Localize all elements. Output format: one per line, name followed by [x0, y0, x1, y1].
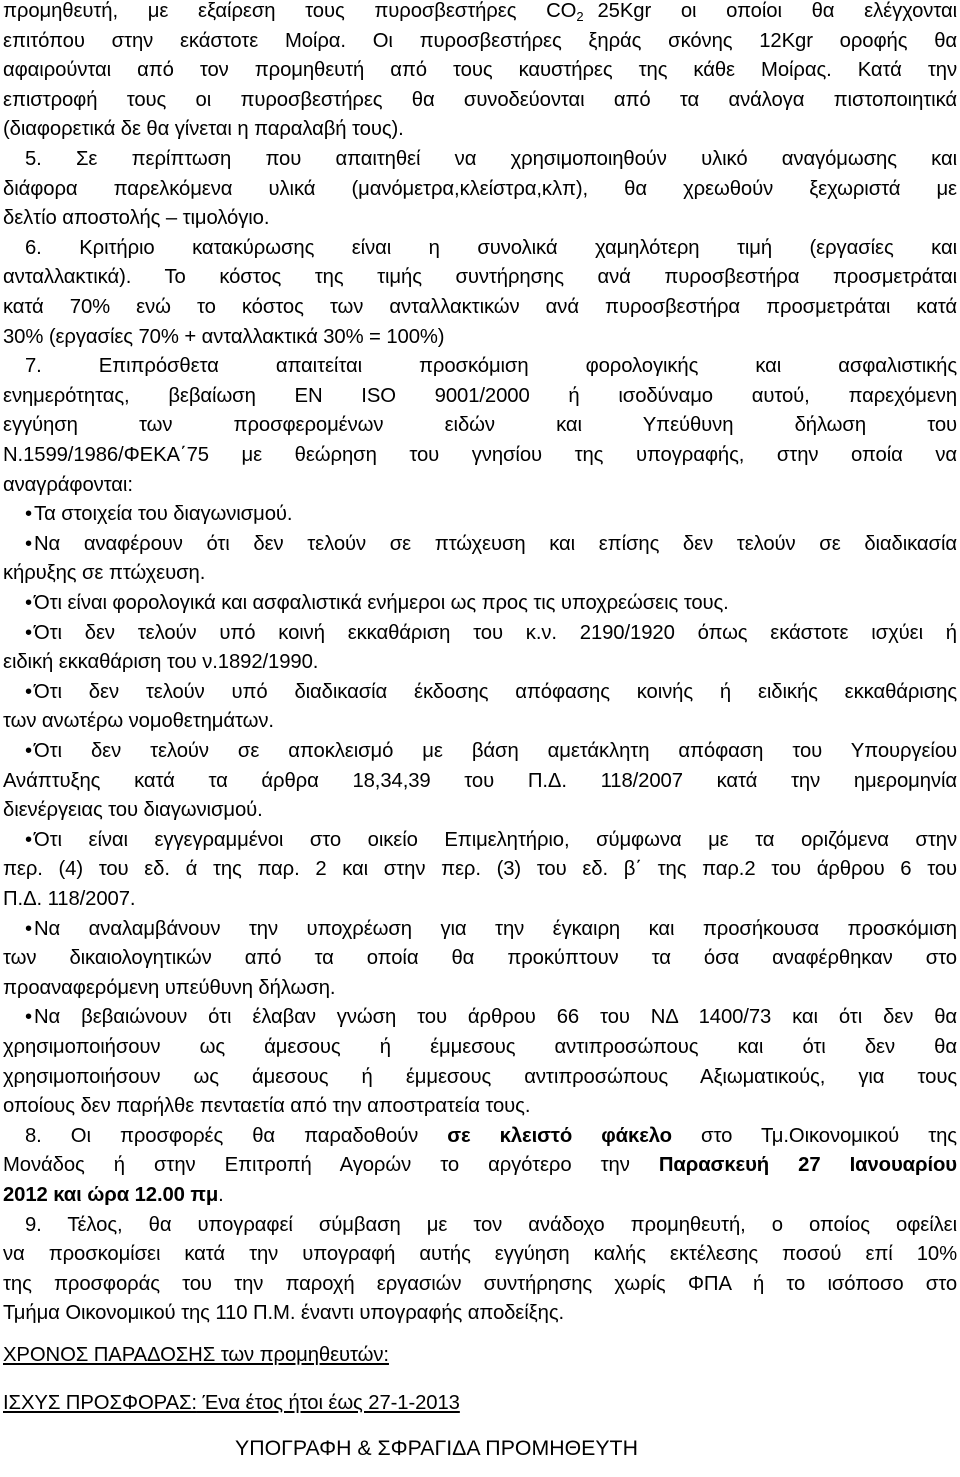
text-line: ανταλλακτικά). Το κόστος της τιμής συντήρησης ανά πυροσβεστήρα προσμετράται — [3, 266, 957, 289]
offer-validity — [3, 1389, 957, 1418]
text-line: ενημερότητας, βεβαίωση EN ISO 9001/2000 ή ισοδύναμο αυτού, παρεχόμενη — [3, 384, 957, 407]
bullet-icon: • — [25, 532, 33, 555]
co2-subscript: 2 — [576, 9, 584, 24]
bullet-icon: • — [25, 592, 33, 614]
signature-line: ΥΠΟΓΡΑΦΗ & ΣΦΡΑΓΙΔΑ ΠΡΟΜΗΘΕΥΤΗ — [235, 1436, 638, 1460]
text-line: οποίους δεν παρήλθε πενταετία από την αποστρατεία τους. — [3, 1095, 531, 1118]
text-line: αναγράφονται: — [3, 473, 133, 496]
text-line: Ν.1599/1986/ΦΕΚΑ΄75 με θεώρηση του γνησίου της υπογραφής, στην οποία να — [3, 444, 957, 466]
delivery-time-heading: ΧΡΟΝΟΣ ΠΑΡΑΔΟΣΗΣ των προμηθευτών: — [3, 1344, 389, 1366]
text-line: της προσφοράς του την παροχή εργασιών συντήρησης χωρίς ΦΠΑ ή το ισόποσο στο — [3, 1272, 957, 1295]
text-line: εγγύηση των προσφερομένων ειδών και Υπεύθυνη δήλωση του — [3, 414, 957, 437]
item-5: 5. Σε περίπτωση που απαιτηθεί να χρησιμοποιηθούν υλικό αναγόμωσης και — [25, 148, 957, 170]
text-line: αφαιρούνται από τον προμηθευτή από τους καυστήρες της κάθε Μοίρας. Κατά την — [3, 59, 957, 82]
text-line: Π.Δ. 118/2007. — [3, 888, 136, 910]
text-line: περ. (4) του εδ. ά της παρ. 2 και στην περ. (3) του εδ. β΄ της παρ.2 του άρθρου 6 του — [3, 858, 957, 881]
item-7: 7. Επιπρόσθετα απαιτείται προσκόμιση φορολογικής και ασφαλιστικής — [25, 355, 957, 378]
bullet-item: •Να βεβαιώνουν ότι έλαβαν γνώση του άρθρου 66 του ΝΔ 1400/73 και ότι δεν θα — [25, 1003, 957, 1032]
text-line: να προσκομίσει κατά την υπογραφή αυτής εγγύηση καλής εκτέλεσης ποσού επί 10% — [3, 1243, 957, 1266]
text-line: των δικαιολογητικών από τα οποία θα προκύπτουν τα όσα αναφέρθηκαν στο — [3, 947, 957, 970]
text-line: Ανάπτυξης κατά τα άρθρα 18,34,39 του Π.Δ. 118/2007 κατά την ημερομηνία — [3, 769, 957, 792]
bullet-icon: • — [25, 828, 33, 851]
bullet-icon: • — [25, 503, 33, 526]
bullet-icon: • — [25, 621, 33, 644]
text-line: προαναφερόμενη υπεύθυνη δήλωση. — [3, 976, 336, 999]
text-line: επιστροφή τους οι πυροσβεστήρες θα συνοδεύονται από τα ανάλογα πιστοποιητικά — [3, 88, 957, 111]
offer-validity-label: ΙΣΧΥΣ ΠΡΟΣΦΟΡΑΣ: — [3, 1392, 197, 1414]
bullet-icon: • — [25, 917, 33, 940]
text-line: χρησιμοποιήσουν ως άμεσους ή έμμεσους αντιπροσώπους και ότι δεν θα — [3, 1036, 957, 1058]
bullet-item: •Ότι είναι εγγεγραμμένοι στο οικείο Επιμελητήριο, σύμφωνα με τα οριζόμενα στην — [25, 826, 957, 855]
bullet-item: •Τα στοιχεία του διαγωνισμού. — [25, 500, 957, 529]
deadline-date: Παρασκευή 27 Ιανουαρίου — [658, 1154, 957, 1177]
item-8: 8. Οι προσφορές θα παραδοθούν σε κλειστό φάκελο στο Τμ.Οικονομικού της — [25, 1124, 957, 1147]
sealed-envelope-emphasis: σε κλειστό φάκελο — [447, 1124, 672, 1147]
text-line: 2012 και ώρα 12.00 πμ. — [3, 1184, 224, 1206]
text-line: Μονάδος ή στην Επιτροπή Αγορών το αργότερο την Παρασκευή 27 Ιανουαρίου — [3, 1154, 957, 1177]
deadline-time: 2012 και ώρα 12.00 πμ — [3, 1184, 219, 1206]
bullet-icon: • — [25, 680, 33, 703]
text-line: ειδική εκκαθάριση του ν.1892/1990. — [3, 651, 319, 674]
bullet-item: •Ότι δεν τελούν υπό διαδικασία έκδοσης απόφασης κοινής ή ειδικής εκκαθάρισης — [25, 678, 957, 707]
item-6: 6. Κριτήριο κατακύρωσης είναι η συνολικά χαμηλότερη τιμή (εργασίες και — [25, 236, 957, 259]
text-line: δελτίο αποστολής – τιμολόγιο. — [3, 207, 270, 230]
bullet-item: •Ότι είναι φορολογικά και ασφαλιστικά ενήμεροι ως προς τις υποχρεώσεις τους. — [25, 589, 957, 618]
bullet-icon: • — [25, 740, 33, 762]
text-line: 30% (εργασίες 70% + ανταλλακτικά 30% = 100%) — [3, 325, 445, 348]
bullet-item: •Να αναφέρουν ότι δεν τελούν σε πτώχευση και επίσης δεν τελούν σε διαδικασία — [25, 530, 957, 559]
bullet-icon: • — [25, 1006, 33, 1029]
text-line: προμηθευτή, με εξαίρεση τους πυροσβεστήρες CO2 25Kgr οι οποίοι θα ελέγχονται — [3, 0, 957, 24]
text-line: Τμήμα Οικονομικού της 110 Π.Μ. έναντι υπογραφής αποδείξης. — [3, 1302, 565, 1325]
item-9: 9. Τέλος, θα υπογραφεί σύμβαση με τον ανάδοχο προμηθευτή, ο οποίος οφείλει — [25, 1213, 957, 1236]
text-line: (διαφορετικά δε θα γίνεται η παραλαβή τους). — [3, 118, 404, 141]
text-line: διάφορα παρελκόμενα υλικά (μανόμετρα,κλείστρα,κλπ), θα χρεωθούν ξεχωριστά με — [3, 177, 957, 200]
bullet-item: •Να αναλαμβάνουν την υποχρέωση για την έγκαιρη και προσήκουσα προσκόμιση — [25, 915, 957, 944]
text-line: των ανωτέρω νομοθετημάτων. — [3, 710, 274, 733]
bullet-item: •Ότι δεν τελούν υπό κοινή εκκαθάριση του κ.ν. 2190/1920 όπως εκάστοτε ισχύει ή — [25, 619, 957, 648]
offer-validity-value: Ένα έτος ήτοι έως 27-1-2013 — [196, 1392, 460, 1414]
text-line: διενέργειας του διαγωνισμού. — [3, 799, 263, 822]
text-line: κήρυξης σε πτώχευση. — [3, 562, 206, 585]
text-line: επιτόπου στην εκάστοτε Μοίρα. Οι πυροσβεστήρες ξηράς σκόνης 12Kgr οροφής θα — [3, 29, 957, 52]
text-line: χρησιμοποιήσουν ως άμεσους ή έμμεσους αντιπροσώπους Αξιωματικούς, για τους — [3, 1065, 957, 1088]
text-line: κατά 70% ενώ το κόστος των ανταλλακτικών ανά πυροσβεστήρα προσμετράται κατά — [3, 296, 957, 318]
bullet-item: •Ότι δεν τελούν σε αποκλεισμό με βάση αμετάκλητη απόφαση του Υπουργείου — [25, 737, 957, 766]
